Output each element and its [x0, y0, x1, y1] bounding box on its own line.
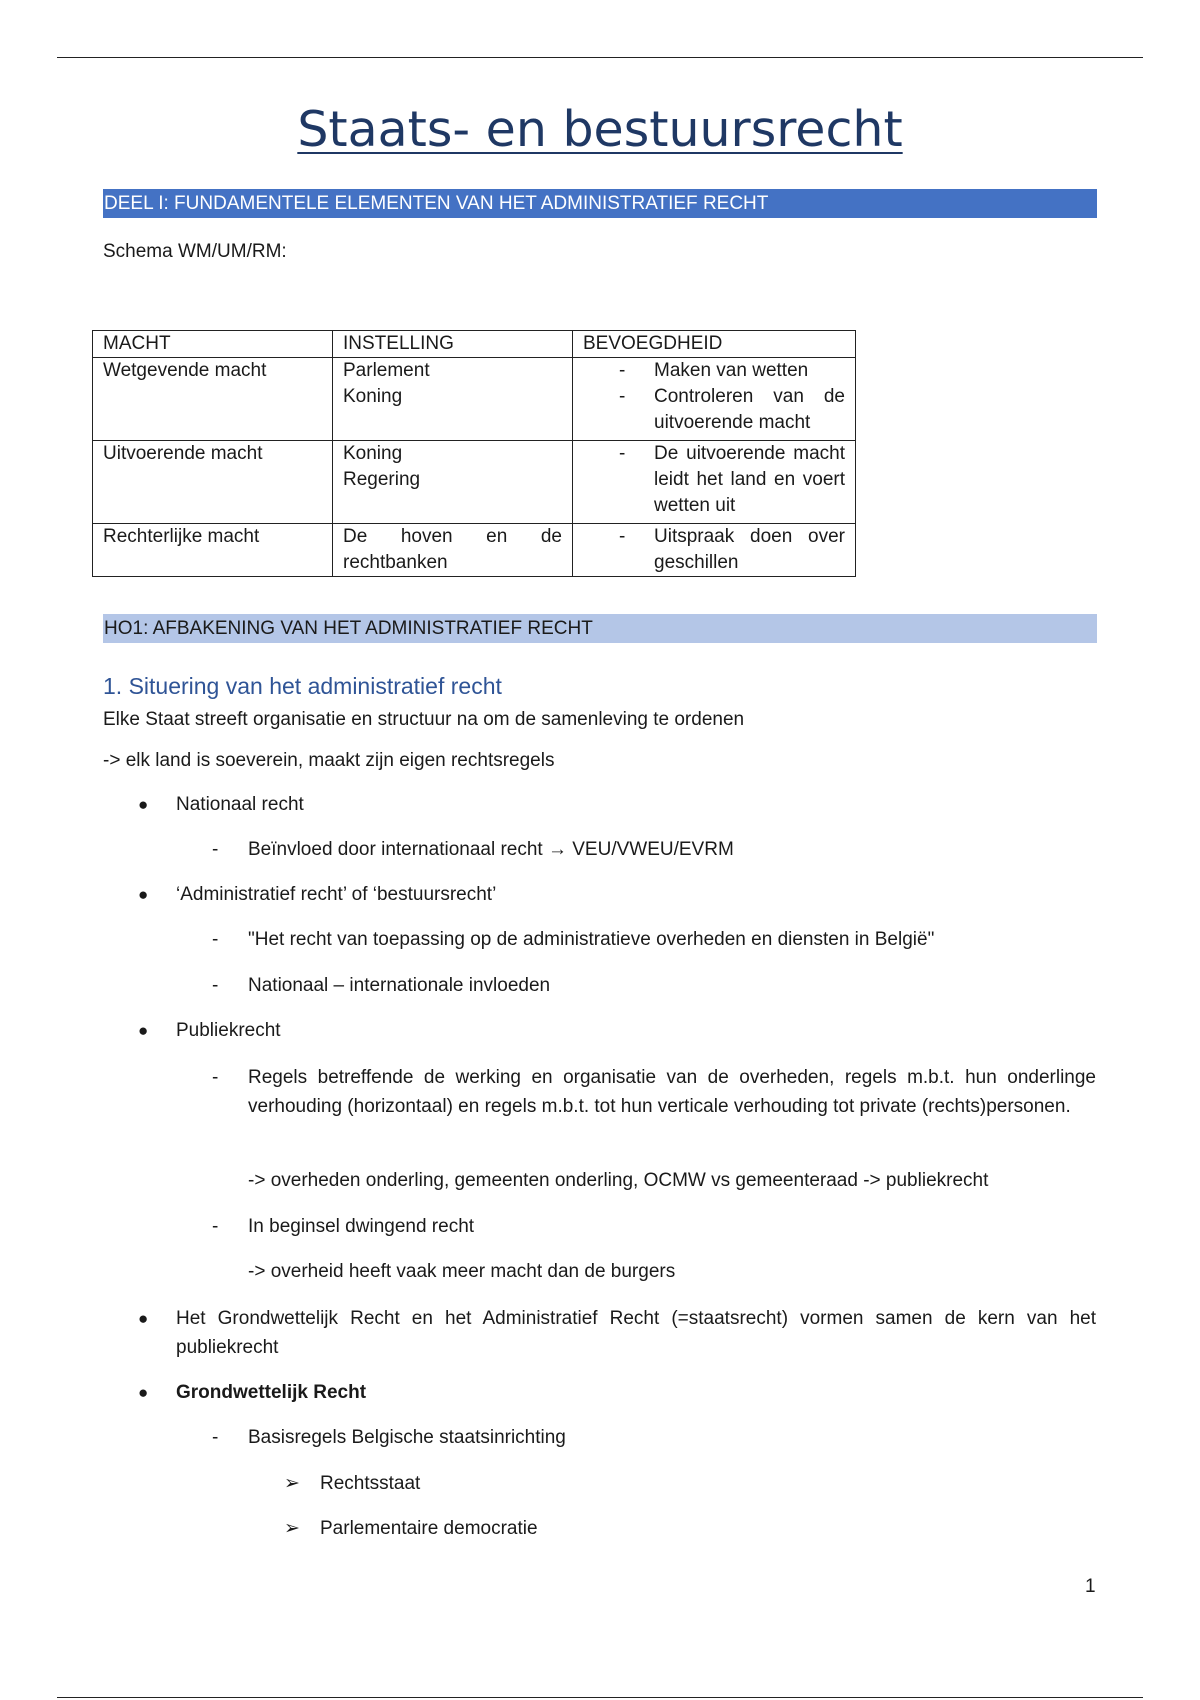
page-number: 1 [1085, 1576, 1096, 1597]
cell-list-item: - De uitvoerende macht leidt het land en voert wetten uit [583, 441, 845, 519]
list-item-note: -> overheid heeft vaak meer macht dan de burgers [248, 1261, 676, 1282]
cell-text: Koning [343, 386, 403, 407]
dash-icon: - [212, 839, 219, 860]
table-cell-bevoegdheid [573, 524, 856, 577]
cell-list-item: - Maken van wetten [583, 358, 845, 384]
deel-heading: DEEL I: FUNDAMENTELE ELEMENTEN VAN HET ADMINISTRATIEF RECHT [103, 189, 1097, 218]
table-cell-instelling [333, 358, 573, 441]
dash-icon: - [212, 929, 219, 950]
bullet-dot-icon: ● [138, 795, 149, 814]
cell-text: Rechterlijke macht [103, 526, 260, 547]
table-row [93, 524, 856, 577]
table-row [93, 358, 856, 441]
table-header-cell: BEVOEGDHEID [573, 331, 856, 358]
arrowhead-bullet-icon: ➢ [284, 1518, 300, 1539]
list-item: Nationaal recht [176, 794, 304, 815]
table-header-cell: INSTELLING [333, 331, 573, 358]
powers-table [92, 330, 856, 577]
cell-text: Wetgevende macht [103, 360, 267, 381]
list-item: Het Grondwettelijk Recht en het Administratief Recht (=staatsrecht) vormen samen de kern van het publiekrecht [176, 1308, 1096, 1358]
table-cell-macht [93, 358, 333, 441]
bullet-dot-icon: ● [138, 1383, 149, 1402]
schema-label: Schema WM/UM/RM: [103, 241, 287, 262]
list-item: Nationaal – internationale invloeden [248, 975, 551, 996]
list-item: Grondwettelijk Recht [176, 1382, 367, 1403]
dash-icon: - [212, 1067, 219, 1088]
cell-text: De hoven en de rechtbanken [343, 526, 562, 573]
section-heading: 1. Situering van het administratief recht [103, 673, 502, 699]
cell-list-item: - Uitspraak doen over geschillen [583, 524, 845, 576]
footer-rule [57, 1697, 1143, 1698]
ho1-heading: HO1: AFBAKENING VAN HET ADMINISTRATIEF RECHT [103, 614, 1097, 643]
list-item: Beïnvloed door internationaal recht → VEU/VWEU/EVRM [248, 839, 734, 860]
intro-arrow-line: -> elk land is soeverein, maakt zijn eigen rechtsregels [103, 750, 555, 771]
intro-line: Elke Staat streeft organisatie en structuur na om de samenleving te ordenen [103, 709, 745, 730]
document-title: Staats- en bestuursrecht [297, 101, 903, 158]
table-cell-macht [93, 524, 333, 577]
table-cell-bevoegdheid [573, 358, 856, 441]
list-item: ‘Administratief recht’ of ‘bestuursrecht’ [176, 884, 497, 905]
cell-list-item: - Controleren van de uitvoerende macht [583, 384, 845, 436]
bullet-dot-icon: ● [138, 885, 149, 904]
list-item: Publiekrecht [176, 1020, 281, 1041]
table-cell-bevoegdheid [573, 441, 856, 524]
arrowhead-bullet-icon: ➢ [284, 1473, 300, 1494]
cell-text: Regering [343, 469, 421, 490]
table-cell-instelling [333, 441, 573, 524]
bullet-dot-icon: ● [138, 1309, 149, 1328]
list-item: Basisregels Belgische staatsinrichting [248, 1427, 566, 1448]
dash-icon: - [212, 975, 219, 996]
list-item: Regels betreffende de werking en organisatie van de overheden, regels m.b.t. hun onderlinge verhouding (horizontaal) en regels m.b.t. tot hun verticale verhouding tot private (rechts)personen. [248, 1067, 1096, 1117]
list-item: Parlementaire democratie [320, 1518, 538, 1539]
cell-text: Uitvoerende macht [103, 443, 263, 464]
list-item: "Het recht van toepassing op de administratieve overheden en diensten in België" [248, 929, 935, 950]
list-item-note: -> overheden onderling, gemeenten onderling, OCMW vs gemeenteraad -> publiekrecht [248, 1170, 989, 1191]
cell-text: Parlement [343, 360, 430, 381]
list-item: In beginsel dwingend recht [248, 1216, 475, 1237]
header-rule [57, 57, 1143, 58]
bullet-dot-icon: ● [138, 1021, 149, 1040]
list-item: Rechtsstaat [320, 1473, 421, 1494]
table-cell-instelling [333, 524, 573, 577]
dash-icon: - [212, 1427, 219, 1448]
table-header-row [93, 331, 856, 358]
table-header-cell: MACHT [93, 331, 333, 358]
table-cell-macht [93, 441, 333, 524]
dash-icon: - [212, 1216, 219, 1237]
cell-text: Koning [343, 443, 403, 464]
table-row [93, 441, 856, 524]
